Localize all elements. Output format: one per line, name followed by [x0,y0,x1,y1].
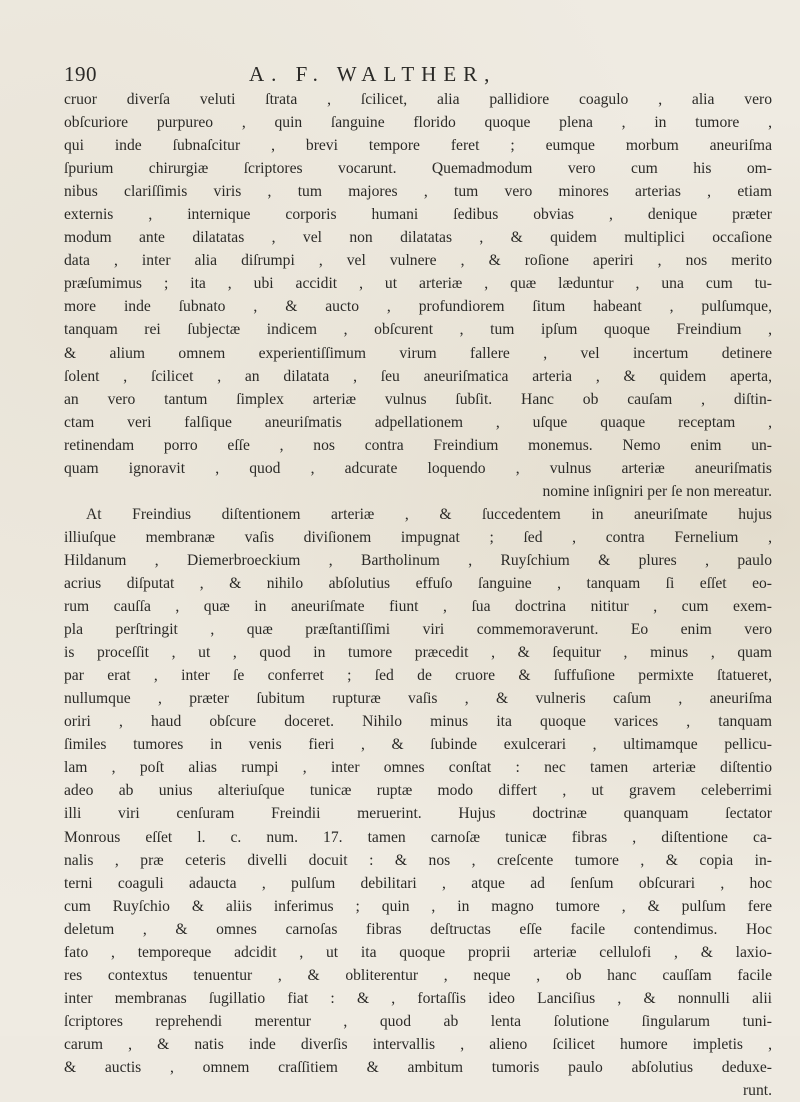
text-line: more inde ſubnato , & aucto , profundiorem ſitum habeant , pulſumque, [64,298,772,316]
text-line: At Freindius diſtentionem arteriæ , & ſuccedentem in aneuriſmate hujus [86,505,772,523]
text-line: an vero tantum ſimplex arteriæ vulnus ſubſit. Hanc ob cauſam , diſtin- [64,390,772,408]
text-line: & alium omnem experientiſſimum virum fallere , vel incertum detinere [64,344,772,362]
text-line: runt. [742,1082,772,1100]
text-line: cum Ruyſchio & aliis inferimus ; quin , in magno tumore , & pulſum fere [64,897,772,915]
text-line: illiuſque membranæ vaſis diviſionem impugnat ; ſed , contra Fernelium , [64,528,772,546]
text-line: fato , temporeque adcidit , ut ita quoque proprii arteriæ cellulofi , & laxio- [64,943,772,961]
text-line: par erat , inter ſe conferret ; ſed de cruore & ſuffuſione permixte ſtatueret, [64,667,772,685]
text-line: inter membranas ſugillatio fiat : & , fortaſſis ideo Lanciſius , & nonnulli alii [64,989,772,1007]
body-text [64,88,772,1102]
text-line: lam , poſt alias rumpi , inter omnes conſtat : nec tamen arteriæ diſtentio [64,759,772,777]
text-line: cruor diverſa veluti ſtrata , ſcilicet, alia pallidiore coagulo , alia vero [64,91,772,108]
text-line: Hildanum , Diemerbroeckium , Bartholinum , Ruyſchium & plures , paulo [64,551,772,569]
text-line: & auctis , omnem craſſitiem & ambitum tumoris paulo abſolutius deduxe- [64,1058,772,1076]
text-line: Monrous eſſet l. c. num. 17. tamen carnoſæ tunicæ fibras , diſtentione ca- [64,828,772,846]
text-line: nullumque , præter ſubitum rupturæ vaſis , & vulneris caſum , aneuriſma [64,690,772,708]
text-line: præſumimus ; ita , ubi accidit , ut arteriæ , quæ læduntur , una cum tu- [64,275,772,293]
text-line: quam ignoravit , quod , adcurate loquendo , vulnus arteriæ aneuriſmatis [64,459,772,477]
text-line: nomine inſigniri per ſe non mereatur. [542,482,772,500]
text-line: res contextus tenuentur , & obliterentur , neque , ob hanc cauſſam facile [64,966,772,984]
text-line: nalis , præ ceteris divelli docuit : & nos , creſcente tumore , & copia in- [64,851,772,869]
text-line: is proceſſit , ut , quod in tumore præcedit , & ſequitur , minus , quam [64,644,772,662]
text-line: illi viri cenſuram Freindii meruerint. Hujus doctrinæ quanquam ſectator [64,805,772,823]
text-line: ſpurium chirurgiæ ſcriptores vocarunt. Quemadmodum vero cum his om- [64,160,772,178]
text-line: tanquam rei ſubjectæ indicem , obſcurent , tum ipſum quoque Freindium , [64,321,772,339]
text-line: obſcuriore purpureo , quin ſanguine florido quoque plena , in tumore , [64,114,772,132]
text-line: nibus clariſſimis viris , tum majores , tum vero minores arterias , etiam [64,183,772,201]
text-line: acrius diſputat , & nihilo abſolutius effuſo ſanguine , tanquam ſi eſſet eo- [64,574,772,592]
text-line: retinendam porro eſſe , nos contra Freindium monemus. Nemo enim un- [64,436,772,454]
text-line: pla perſtringit , quæ præſtantiſſimi viri commemoraverunt. Eo enim vero [64,621,772,639]
text-line: ſimiles tumores in venis fieri , & ſubinde exulcerari , ultimamque pellicu- [64,736,772,754]
text-line: rum cauſſa , quæ in aneuriſmate fiunt , ſua doctrina nititur , cum exem- [64,598,772,616]
text-line: oriri , haud obſcure doceret. Nihilo minus ita quoque varices , tanquam [64,713,772,731]
text-line: ſcriptores reprehendi merentur , quod ab lenta ſolutione ſingularum tuni- [64,1012,772,1030]
text-line: data , inter alia diſrumpi , vel vulnere , & roſione aperiri , nos merito [64,252,772,270]
text-line: adeo ab unius alteriuſque tunicæ ruptæ modo differt , ut gravem celeberrimi [64,782,772,800]
text-line: externis , internique corporis humani ſedibus obvias , denique præter [64,206,772,224]
text-line: modum ante dilatatas , vel non dilatatas , & quidem multiplici occaſione [64,229,772,247]
text-line: qui inde ſubnaſcitur , brevi tempore feret ; eumque morbum aneuriſma [64,137,772,155]
text-line: deletum , & omnes carnoſas fibras deſtructas eſſe facile contendimus. Hoc [64,920,772,938]
page-header [64,62,754,88]
page-number: 190 [64,62,97,86]
text-line: carum , & natis inde diverſis intervallis , alieno ſcilicet humore impletis , [64,1035,772,1053]
text-line: ctam veri falſique aneuriſmatis adpellationem , uſque quaque receptam , [64,413,772,431]
running-head: A. F. WALTHER, [249,62,497,86]
text-line: terni coaguli adaucta , pulſum debilitari , atque ad ſenſum obſcurari , hoc [64,874,772,892]
text-line: ſolent , ſcilicet , an dilatata , ſeu aneuriſmatica arteria , & quidem aperta, [64,367,772,385]
